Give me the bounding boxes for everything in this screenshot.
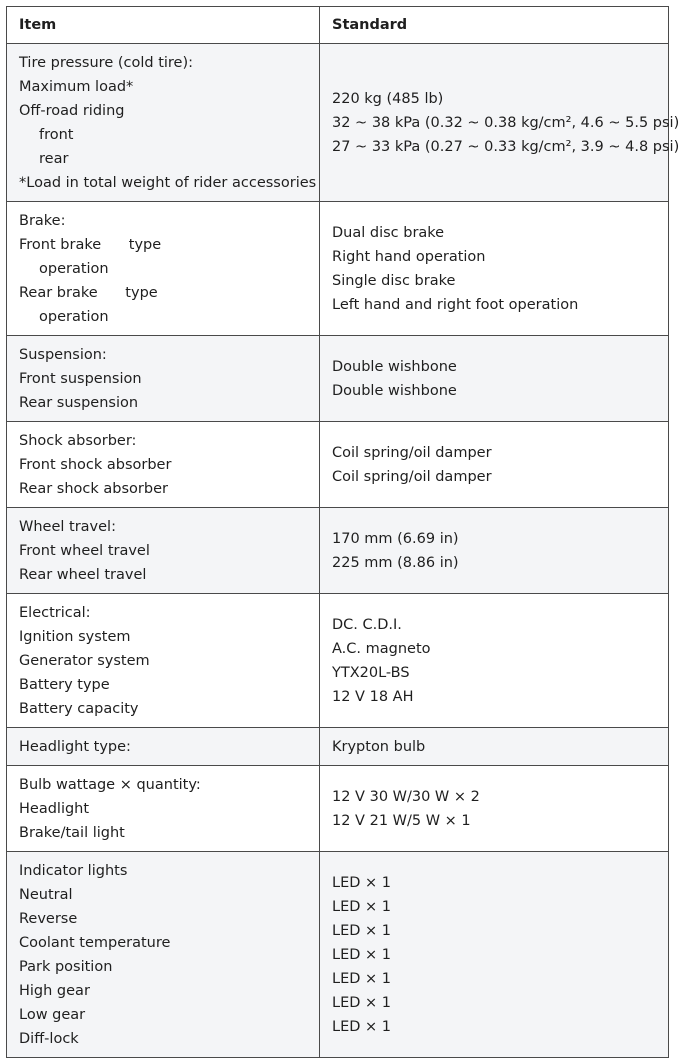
item-line: Front brake type [19,237,162,253]
standard-cell [320,336,668,421]
standard-line: Single disc brake [332,273,456,289]
table-row [7,422,668,508]
item-cell [7,508,320,593]
table-header-row [7,7,668,44]
item-line: High gear [19,983,90,999]
header-standard: Standard [332,17,408,33]
standard-cell [320,44,688,201]
item-line: Bulb wattage × quantity: [19,777,201,793]
item-line: Front wheel travel [19,543,150,559]
item-cell [7,202,320,335]
standard-line: 12 V 21 W/5 W × 1 [332,813,471,829]
item-line: Rear brake type [19,285,158,301]
item-line: Brake/tail light [19,825,125,841]
standard-line: 170 mm (6.69 in) [332,531,459,547]
standard-line: LED × 1 [332,995,391,1011]
standard-cell [320,508,668,593]
standard-line: LED × 1 [332,1019,391,1035]
standard-line: Right hand operation [332,249,486,265]
standard-line: YTX20L-BS [332,665,410,681]
standard-line: A.C. magneto [332,641,431,657]
standard-line: Double wishbone [332,359,457,375]
standard-line: LED × 1 [332,899,391,915]
item-line: Headlight [19,801,90,817]
item-line: Neutral [19,887,73,903]
item-line: Tire pressure (cold tire): [19,55,194,71]
item-cell [7,766,320,851]
item-line: Generator system [19,653,150,669]
item-line: operation [39,309,109,325]
item-line: Low gear [19,1007,86,1023]
table-row [7,508,668,594]
table-row [7,202,668,336]
item-line: Rear wheel travel [19,567,147,583]
item-cell [7,594,320,727]
standard-line: Dual disc brake [332,225,445,241]
standard-line: DC. C.D.I. [332,617,402,633]
standard-line: Krypton bulb [332,739,426,755]
standard-line: 12 V 18 AH [332,689,414,705]
item-cell [7,852,320,1057]
standard-line: LED × 1 [332,875,391,891]
item-line: Shock absorber: [19,433,137,449]
standard-cell [320,852,668,1057]
standard-line: Double wishbone [332,383,457,399]
standard-line: LED × 1 [332,971,391,987]
standard-line: Left hand and right foot operation [332,297,579,313]
table-row [7,728,668,766]
table-row [7,852,668,1057]
standard-line: 220 kg (485 lb) [332,91,444,107]
item-line: *Load in total weight of rider accessories [19,175,317,191]
spec-table [6,6,680,1058]
item-line: Front shock absorber [19,457,172,473]
item-line: Suspension: [19,347,107,363]
item-line: Off-road riding [19,103,125,119]
standard-cell [320,728,668,765]
header-item: Item [7,7,320,43]
table-row [7,594,668,728]
table-row [7,336,668,422]
item-line: Maximum load* [19,79,134,95]
item-cell [7,728,320,765]
item-cell [7,336,320,421]
item-line: Wheel travel: [19,519,116,535]
standard-cell [320,202,668,335]
item-line: rear [39,151,69,167]
item-line: Coolant temperature [19,935,171,951]
item-line: Front suspension [19,371,142,387]
item-line: Electrical: [19,605,91,621]
standard-line: Coil spring/oil damper [332,469,492,485]
item-line: Headlight type: [19,739,131,755]
standard-line: 12 V 30 W/30 W × 2 [332,789,480,805]
standard-line: 225 mm (8.86 in) [332,555,459,571]
standard-cell [320,422,668,507]
standard-line: LED × 1 [332,947,391,963]
item-line: front [39,127,74,143]
standard-line: LED × 1 [332,923,391,939]
item-line: Ignition system [19,629,131,645]
item-cell [7,422,320,507]
item-line: Brake: [19,213,66,229]
item-line: Rear suspension [19,395,139,411]
item-line: Battery type [19,677,110,693]
standard-cell [320,766,668,851]
item-line: Diff-lock [19,1031,79,1047]
item-line: Park position [19,959,113,975]
table-row [7,766,668,852]
item-line: Indicator lights [19,863,128,879]
standard-line: 27 ~ 33 kPa (0.27 ~ 0.33 kg/cm², 3.9 ~ 4.8 psi) [332,139,680,155]
standard-cell [320,594,668,727]
standard-line: 32 ~ 38 kPa (0.32 ~ 0.38 kg/cm², 4.6 ~ 5.5 psi) [332,115,680,131]
item-cell [7,44,320,201]
item-line: Battery capacity [19,701,139,717]
item-line: Rear shock absorber [19,481,168,497]
item-line: Reverse [19,911,78,927]
table-row [7,44,680,202]
item-line: operation [39,261,109,277]
standard-line: Coil spring/oil damper [332,445,492,461]
